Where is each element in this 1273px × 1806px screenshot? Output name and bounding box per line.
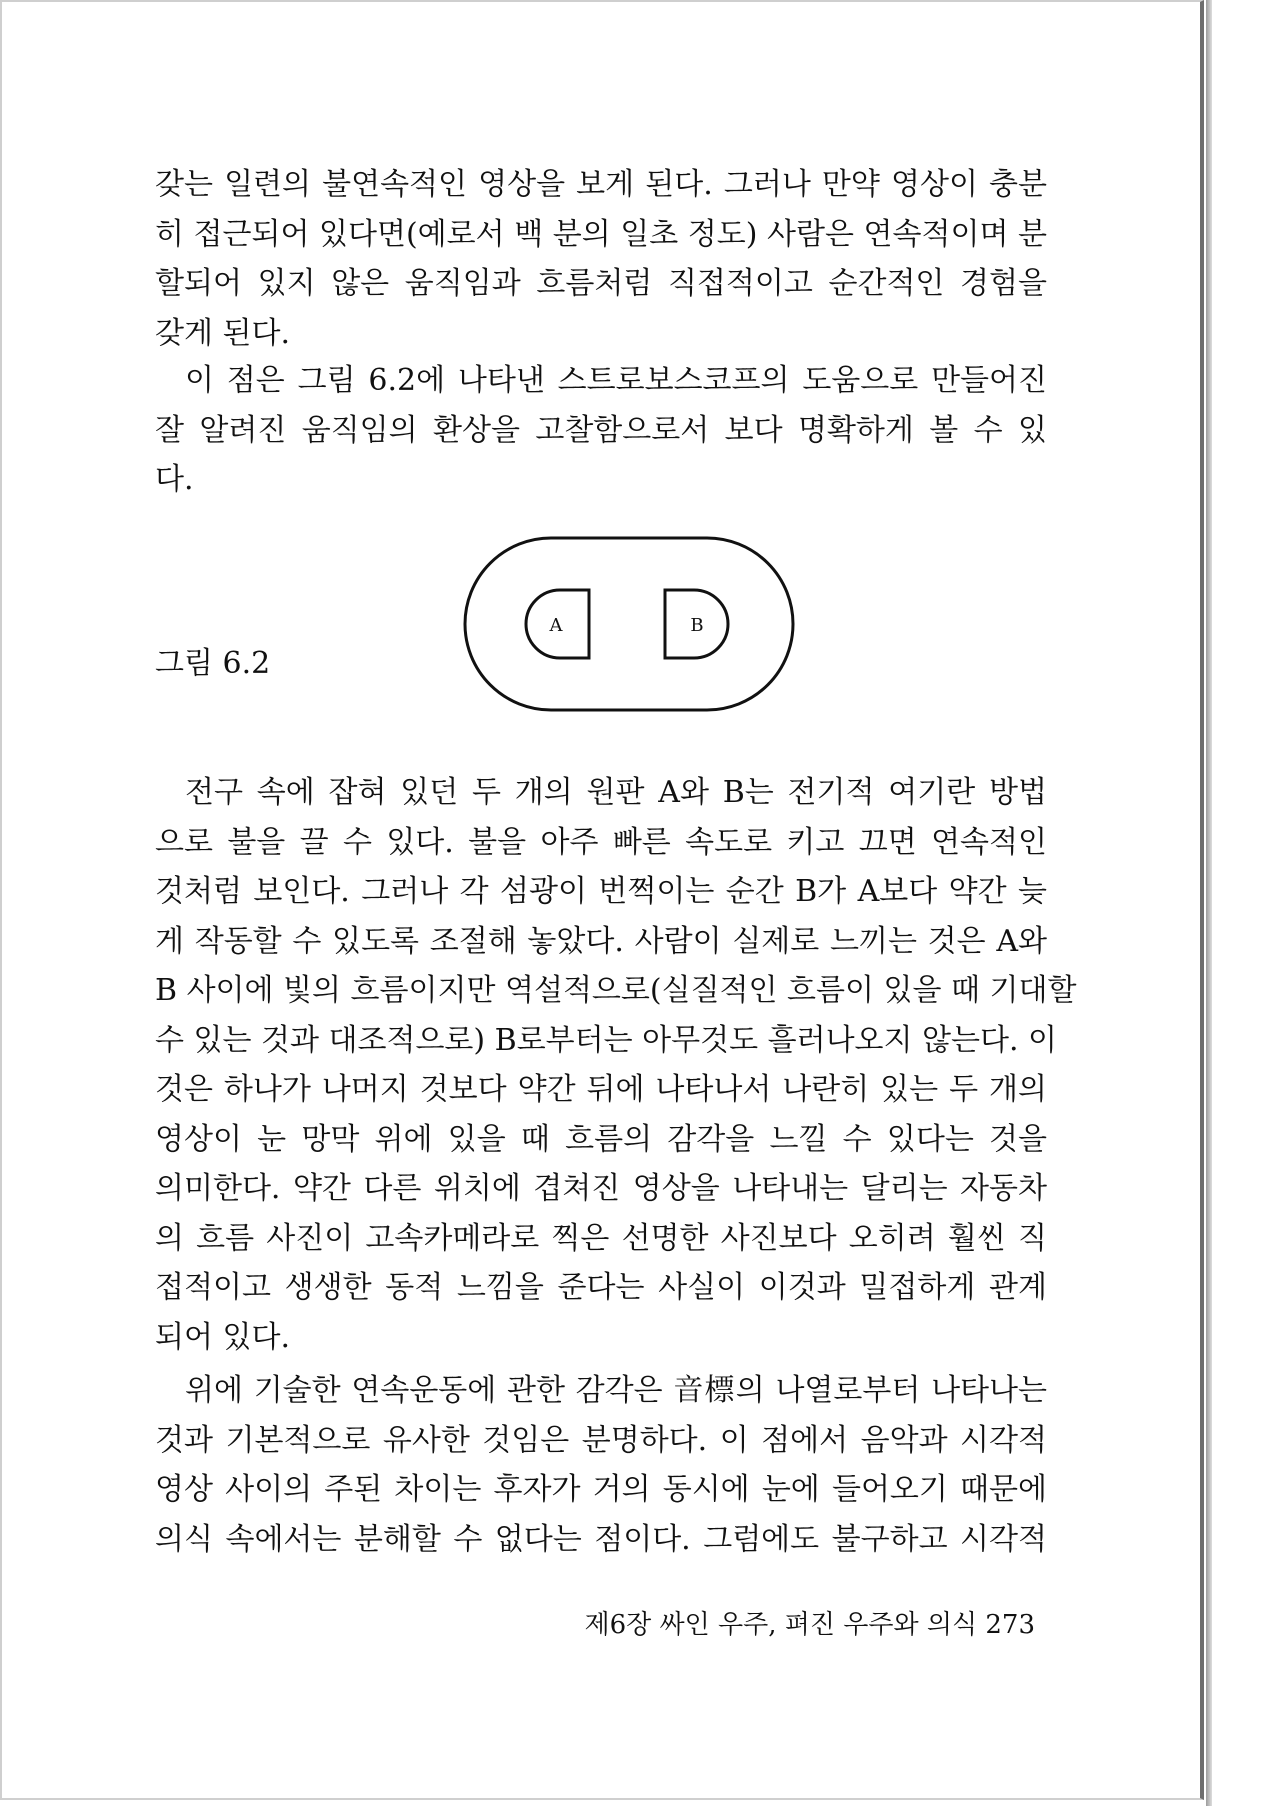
- text-line: 것은 하나가 나머지 것보다 약간 뒤에 나타나서 나란히 있는 두 개의: [155, 1072, 1047, 1107]
- text-line: 갖게 된다.: [155, 315, 290, 351]
- paragraph-1: [155, 160, 1047, 358]
- text-line: 전구 속에 잡혀 있던 두 개의 원판 A와 B는 전기적 여기란 방법: [185, 775, 1047, 810]
- text-line: 이 점은 그림 6.2에 나타낸 스트로보스코프의 도움으로 만들어진: [185, 363, 1047, 398]
- text-line: 영상 사이의 주된 차이는 후자가 거의 동시에 눈에 들어오기 때문에: [155, 1472, 1047, 1507]
- disc-b-label: B: [690, 615, 704, 636]
- text-line: 되어 있다.: [155, 1319, 290, 1355]
- text-line: 것과 기본적으로 유사한 것임은 분명하다. 이 점에서 음악과 시각적: [155, 1422, 1047, 1458]
- paragraph-4: [155, 1366, 1047, 1564]
- text-line: 영상이 눈 망막 위에 있을 때 흐름의 감각을 느낄 수 있다는 것을: [155, 1121, 1047, 1157]
- text-line: 게 작동할 수 있도록 조절해 놓았다. 사람이 실제로 느끼는 것은 A와: [155, 923, 1047, 959]
- text-line: 다.: [155, 462, 194, 497]
- text-line: 위에 기술한 연속운동에 관한 감각은 音標의 나열로부터 나타나는: [185, 1373, 1047, 1408]
- stroboscope-figure: [462, 535, 796, 713]
- bulb-outline: [465, 538, 793, 710]
- text-line: 것처럼 보인다. 그러나 각 섬광이 번쩍이는 순간 B가 A보다 약간 늦: [155, 874, 1047, 909]
- text-line: B 사이에 빛의 흐름이지만 역설적으로(실질적인 흐름이 있을 때 기대할: [155, 973, 1077, 1008]
- page-number: 273: [985, 1610, 1035, 1640]
- page-footer: [584, 1607, 1035, 1643]
- text-line: 갖는 일련의 불연속적인 영상을 보게 된다. 그러나 만약 영상이 충분: [155, 167, 1047, 202]
- paragraph-3: [155, 768, 1077, 1362]
- text-line: 잘 알려진 움직임의 환상을 고찰함으로서 보다 명확하게 볼 수 있: [155, 412, 1047, 448]
- running-head: 제6장 싸인 우주, 펴진 우주와 의식: [584, 1610, 978, 1640]
- stroboscope-diagram: [462, 535, 796, 713]
- text-line: 의미한다. 약간 다른 위치에 겹쳐진 영상을 나타내는 달리는 자동차: [155, 1171, 1047, 1206]
- figure-caption: 그림 6.2: [155, 646, 271, 681]
- text-line: 수 있는 것과 대조적으로) B로부터는 아무것도 흘러나오지 않는다. 이: [155, 1022, 1058, 1058]
- paragraph-2: [155, 356, 1047, 505]
- disc-a-label: A: [549, 615, 563, 636]
- page-edge-shadow: [1206, 0, 1212, 1806]
- text-line: 접적이고 생생한 동적 느낌을 준다는 사실이 이것과 밀접하게 관계: [155, 1270, 1047, 1305]
- text-line: 의식 속에서는 분해할 수 없다는 점이다. 그럼에도 불구하고 시각적: [155, 1521, 1047, 1557]
- text-line: 할되어 있지 않은 움직임과 흐름처럼 직접적이고 순간적인 경험을: [155, 266, 1047, 301]
- text-line: 히 접근되어 있다면(예로서 백 분의 일초 정도) 사람은 연속적이며 분: [155, 216, 1047, 252]
- text-line: 의 흐름 사진이 고속카메라로 찍은 선명한 사진보다 오히려 훨씬 직: [155, 1220, 1047, 1256]
- text-line: 으로 불을 끌 수 있다. 불을 아주 빠른 속도로 키고 끄면 연속적인: [155, 824, 1047, 860]
